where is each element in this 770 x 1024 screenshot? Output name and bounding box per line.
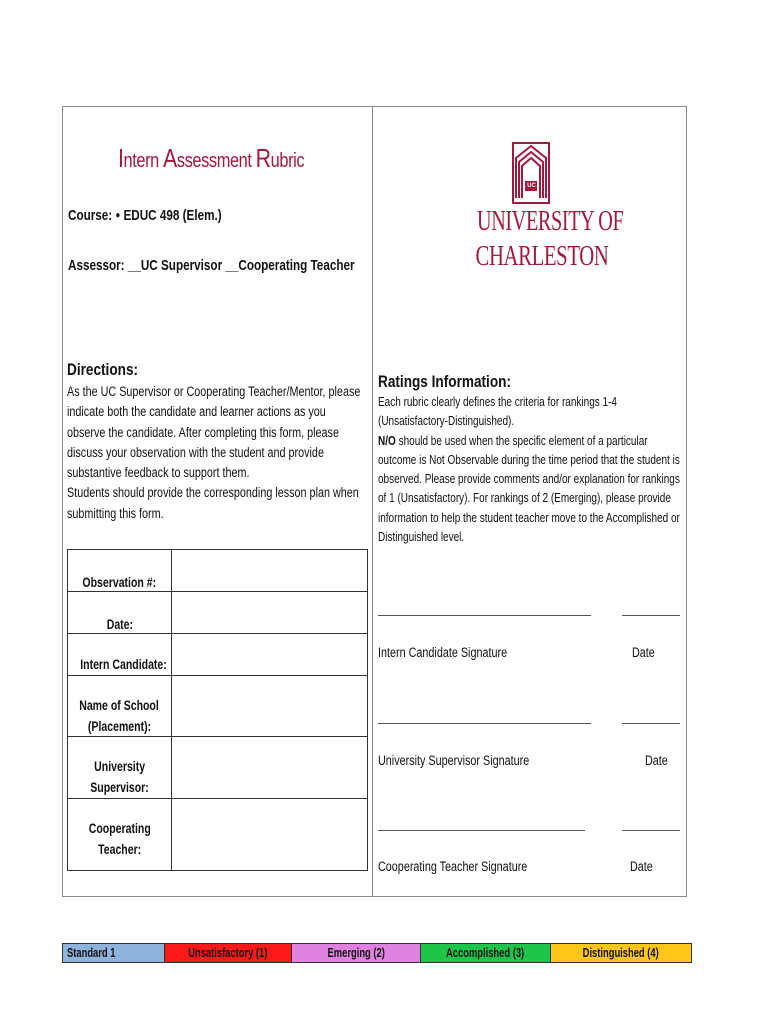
accomplished-cell: Accomplished (3) (421, 944, 551, 962)
directions-text (67, 382, 363, 524)
supervisor-signature-line[interactable] (378, 723, 591, 724)
title-word-assessment: ssessment (176, 150, 256, 172)
date-label: Date: (106, 617, 133, 632)
assessor-line[interactable]: Assessor: __UC Supervisor __Cooperating Teacher (68, 257, 355, 274)
teacher-signature-label: Cooperating Teacher Signature (378, 859, 528, 874)
observation-table-divider (171, 550, 172, 870)
intern-candidate-label: Intern Candidate: (80, 657, 167, 672)
school-placement-field[interactable] (173, 680, 365, 718)
title-word-rubric: ubric (270, 150, 305, 172)
supervisor-date-label: Date (645, 753, 668, 768)
date-field[interactable] (173, 594, 365, 632)
intern-candidate-field[interactable] (173, 636, 365, 674)
intern-date-line[interactable] (622, 615, 680, 616)
title-initial-a: A (163, 143, 177, 173)
ratings-heading: Ratings Information: (378, 372, 511, 391)
row-divider (68, 798, 367, 799)
observation-number-field[interactable] (173, 552, 365, 590)
row-divider (68, 675, 367, 676)
intern-date-label: Date (632, 645, 655, 660)
standard-cell: Standard 1 (63, 944, 165, 962)
title-initial-r: R (255, 143, 271, 173)
school-placement-label: Name of School (Placement): (79, 698, 160, 734)
course-line (68, 207, 222, 224)
university-supervisor-label: University Supervisor: (90, 759, 149, 795)
directions-paragraph-1: As the UC Supervisor or Cooperating Teacher/Mentor, please indicate both the candidate and learner actions as you observe the candidate. After completing this form, please discuss your observation with the student and provide substantive feedback to support them. (67, 384, 361, 481)
column-divider (372, 106, 373, 897)
university-supervisor-field[interactable] (173, 742, 365, 780)
emerging-cell: Emerging (2) (292, 944, 421, 962)
supervisor-signature-label: University Supervisor Signature (378, 753, 530, 768)
university-logo (456, 140, 624, 280)
ratings-no-label: N/O (378, 433, 396, 448)
course-radio-icon[interactable]: ● (115, 210, 121, 221)
unsatisfactory-cell: Unsatisfactory (1) (165, 944, 292, 962)
teacher-date-label: Date (630, 859, 653, 874)
teacher-signature-line[interactable] (378, 830, 585, 831)
title-initial-i: I (118, 143, 124, 173)
ratings-text (378, 393, 682, 547)
directions-heading: Directions: (67, 360, 139, 379)
observation-table (67, 549, 368, 871)
distinguished-cell: Distinguished (4) (551, 944, 691, 962)
cooperating-teacher-field[interactable] (173, 804, 365, 842)
teacher-date-line[interactable] (622, 830, 680, 831)
cooperating-teacher-label: Cooperating Teacher: (88, 821, 151, 857)
logo-monogram: UC (527, 183, 536, 189)
observation-number-label: Observation #: (82, 575, 157, 590)
page-title (118, 143, 304, 174)
ratings-text-2: should be used when the specific element of a particular outcome is Not Observable during the time period that the student is observed. Please provide comments and/or explanation for rankings of 1 (Unsatisfactory). For rankings of 2 (Emerging), please provide information to help the student teacher move to the Accomplished or Distinguished level. (378, 433, 680, 545)
supervisor-date-line[interactable] (622, 723, 680, 724)
intern-signature-line[interactable] (378, 615, 591, 616)
course-label: Course: (68, 207, 113, 224)
logo-text-university: UNIVERSITY OF (477, 206, 624, 237)
standards-bar (62, 943, 692, 963)
title-word-intern: ntern (123, 150, 164, 172)
logo-text-charleston: CHARLESTON (475, 241, 609, 272)
course-value: EDUC 498 (Elem.) (123, 207, 222, 224)
ratings-text-1: Each rubric clearly defines the criteria for rankings 1-4 (Unsatisfactory-Distinguished). (378, 395, 617, 429)
directions-paragraph-2: Students should provide the corresponding lesson plan when submitting this form. (67, 485, 359, 521)
intern-signature-label: Intern Candidate Signature (378, 645, 508, 660)
